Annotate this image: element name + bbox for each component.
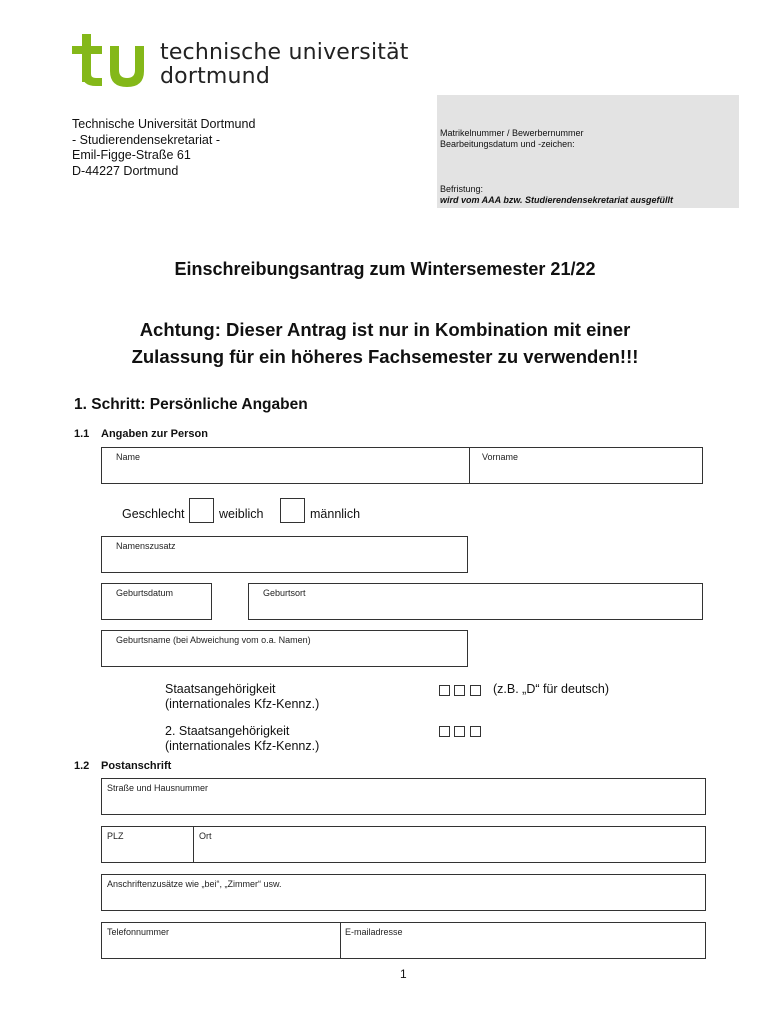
office-note: wird vom AAA bzw. Studierendensekretariat ausgefüllt	[440, 195, 674, 205]
geburtsdatum-label: Geburtsdatum	[116, 588, 174, 598]
sender-address	[72, 117, 255, 179]
plz-input[interactable]	[108, 843, 196, 861]
address-line: - Studierendensekretariat -	[72, 132, 220, 147]
section-1-2-title: Postanschrift	[101, 760, 172, 772]
geburtsdatum-input[interactable]	[108, 600, 212, 618]
warning-line2: Zulassung für ein höheres Fachsemester zu verwenden!!!	[131, 346, 639, 367]
staat2-boxes	[439, 724, 481, 742]
anschriftenzusatz-field	[101, 874, 706, 911]
staat1-label: Staatsangehörigkeit	[165, 682, 276, 696]
telefon-divider	[340, 923, 341, 958]
telefon-email-field	[101, 922, 706, 959]
strasse-input[interactable]	[108, 795, 702, 813]
telefon-label: Telefonnummer	[107, 927, 170, 937]
anschriftenzusatz-label: Anschriftenzusätze wie „bei“, „Zimmer“ usw.	[107, 879, 282, 889]
staat2-label: 2. Staatsangehörigkeit	[165, 724, 290, 738]
staat1-hint: (z.B. „D“ für deutsch)	[493, 682, 609, 696]
staat1-char-box[interactable]	[470, 685, 481, 696]
name-input[interactable]	[108, 464, 467, 482]
ort-label: Ort	[199, 831, 212, 841]
staat1-boxes	[439, 683, 481, 701]
page-title: Einschreibungsantrag zum Wintersemester 21/22	[174, 259, 596, 279]
address-line: Technische Universität Dortmund	[72, 117, 256, 131]
email-input[interactable]	[345, 939, 704, 957]
geburtsort-field	[248, 583, 703, 620]
namenszusatz-field	[101, 536, 468, 573]
staat2-char-box[interactable]	[470, 726, 481, 737]
plz-divider	[193, 827, 194, 862]
name-vorname-field	[101, 447, 703, 484]
page-number: 1	[400, 967, 407, 981]
matrikel-label: Matrikelnummer / Bewerbernummer	[440, 128, 584, 138]
logo-text-line1: technische universität	[160, 40, 409, 65]
address-line: D-44227 Dortmund	[72, 163, 179, 178]
telefon-input[interactable]	[108, 939, 340, 957]
namenszusatz-label: Namenszusatz	[116, 541, 176, 551]
anschriftenzusatz-input[interactable]	[108, 891, 702, 909]
vorname-label: Vorname	[482, 452, 519, 462]
geburtsdatum-field	[101, 583, 212, 620]
section-1-1-number: 1.1	[74, 428, 90, 440]
office-use-box	[437, 95, 739, 208]
bearbeitung-label: Bearbeitungsdatum und -zeichen:	[440, 139, 575, 149]
address-line: Emil-Figge-Straße 61	[72, 148, 191, 162]
strasse-label: Straße und Hausnummer	[107, 783, 209, 793]
section-1-1-title: Angaben zur Person	[101, 428, 208, 440]
strasse-field	[101, 778, 706, 815]
logo-text-line2: dortmund	[160, 64, 270, 89]
email-label: E-mailadresse	[345, 927, 403, 937]
step1-heading: 1. Schritt: Persönliche Angaben	[74, 396, 308, 413]
plz-label: PLZ	[107, 831, 124, 841]
tu-logo	[72, 34, 432, 94]
weiblich-label: weiblich	[219, 507, 264, 521]
staat1-char-box[interactable]	[439, 685, 450, 696]
weiblich-checkbox[interactable]	[189, 498, 214, 523]
geburtsname-input[interactable]	[108, 647, 467, 665]
vorname-input[interactable]	[474, 464, 703, 482]
name-divider	[469, 448, 470, 483]
maennlich-checkbox[interactable]	[280, 498, 305, 523]
plz-ort-field	[101, 826, 706, 863]
maennlich-label: männlich	[310, 507, 361, 521]
name-label: Name	[116, 452, 141, 462]
geburtsname-label: Geburtsname (bei Abweichung vom o.a. Namen)	[116, 635, 311, 645]
geschlecht-label: Geschlecht	[122, 507, 185, 521]
geburtsort-input[interactable]	[255, 600, 699, 618]
geburtsname-field	[101, 630, 468, 667]
namenszusatz-input[interactable]	[108, 553, 467, 571]
staat1-sublabel: (internationales Kfz-Kennz.)	[165, 697, 320, 711]
staat1-char-box[interactable]	[454, 685, 465, 696]
ort-input[interactable]	[199, 843, 703, 861]
geburtsort-label: Geburtsort	[263, 588, 306, 598]
warning-line1: Achtung: Dieser Antrag ist nur in Kombination mit einer	[139, 319, 631, 340]
staat2-sublabel: (internationales Kfz-Kennz.)	[165, 739, 320, 753]
section-1-2-number: 1.2	[74, 760, 90, 772]
tu-logo-mark-icon	[72, 34, 152, 90]
staat2-char-box[interactable]	[439, 726, 450, 737]
staat2-char-box[interactable]	[454, 726, 465, 737]
befristung-label: Befristung:	[440, 184, 484, 194]
